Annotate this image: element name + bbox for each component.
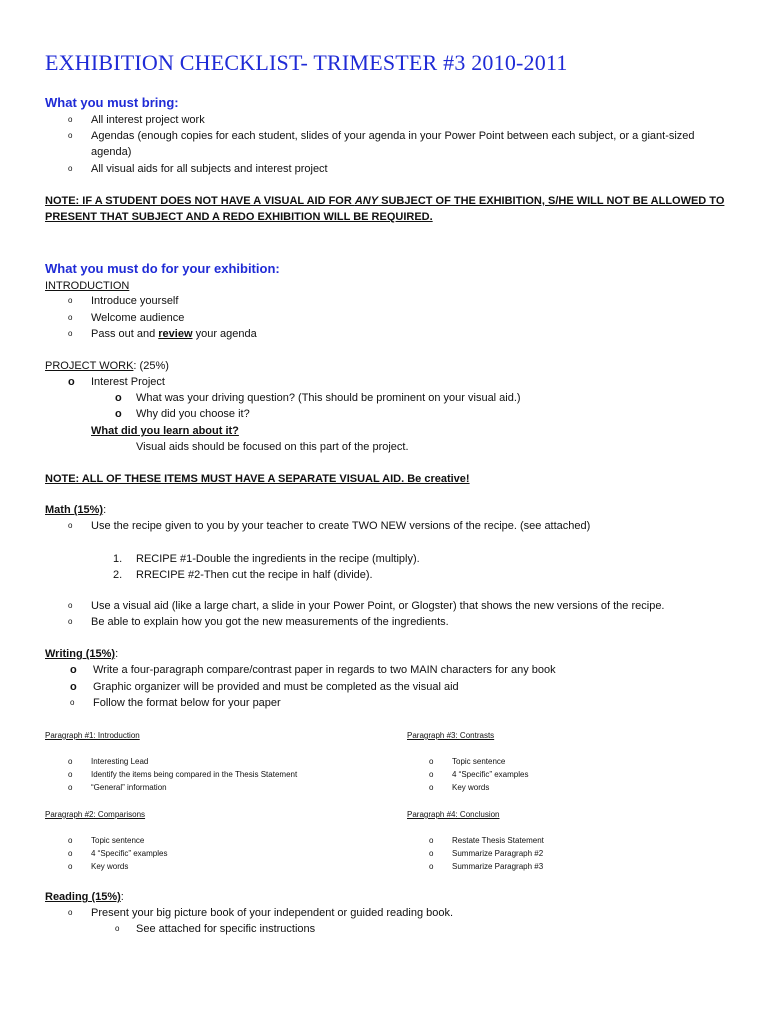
writing-item: Follow the format below for your paper [93,697,281,709]
bullet: o [68,376,75,388]
reading-heading: Reading (15%): [45,891,124,903]
note-separate-visual-aid: NOTE: ALL OF THESE ITEMS MUST HAVE A SEPARATE VISUAL AID. Be creative! [45,473,470,485]
math-item: Use a visual aid (like a large chart, a slide in your Power Point, or Glogster) that shows the new versions of the recipe. [91,600,665,612]
bullet: o [429,849,434,858]
paragraph-4-item: Summarize Paragraph #3 [452,862,544,871]
learn-note: Visual aids should be focused on this part of the project. [136,441,409,453]
do-heading: What you must do for your exhibition: [45,261,280,276]
bullet: o [429,862,434,871]
paragraph-1-item: Interesting Lead [91,757,149,766]
bullet: o [68,836,73,845]
intro-item: Pass out and review your agenda [91,328,257,340]
bullet: o [68,313,73,322]
bring-item: All interest project work [91,114,205,126]
bullet: o [70,698,75,707]
bring-item: Agendas (enough copies for each student, slides of your agenda in your Power Point between each subject, or a giant-sized [91,130,695,142]
intro-item: Introduce yourself [91,295,179,307]
bullet: o [68,849,73,858]
bullet: o [68,770,73,779]
bullet: o [115,408,122,420]
math-number: 2. [113,569,123,581]
bullet: o [115,392,122,404]
bullet: o [429,783,434,792]
reading-item: Present your big picture book of your independent or guided reading book. [91,907,454,919]
math-heading: Math (15%): [45,504,107,516]
paragraph-3-item: 4 “Specific” examples [452,770,529,779]
math-numbered-item: RECIPE #1-Double the ingredients in the recipe (multiply). [136,553,420,565]
paragraph-2-heading: Paragraph #2: Comparisons [45,810,146,819]
paragraph-4-item: Restate Thesis Statement [452,836,544,845]
bullet: o [68,617,73,626]
introduction-heading: INTRODUCTION [45,280,130,292]
project-subitem: What was your driving question? (This should be prominent on your visual aid.) [136,392,521,404]
bullet: o [68,296,73,305]
bullet: o [68,783,73,792]
writing-item: Write a four-paragraph compare/contrast paper in regards to two MAIN characters for any book [93,664,556,676]
bullet: o [429,836,434,845]
note-visual-aid-line1: NOTE: IF A STUDENT DOES NOT HAVE A VISUAL AID FOR ANY SUBJECT OF THE EXHIBITION, S/HE WILL NOT BE ALLOWED TO [45,195,725,207]
paragraph-3-heading: Paragraph #3: Contrasts [407,731,495,740]
bring-heading: What you must bring: [45,95,179,110]
learn-heading: What did you learn about it? [91,425,239,437]
math-numbered-item: RRECIPE #2-Then cut the recipe in half (divide). [136,569,373,581]
bullet: o [68,329,73,338]
writing-heading: Writing (15%): [45,648,119,660]
paragraph-3-item: Key words [452,783,490,792]
paragraph-2-item: Key words [91,862,129,871]
bullet: o [68,521,73,530]
writing-item: Graphic organizer will be provided and must be completed as the visual aid [93,681,459,693]
math-number: 1. [113,553,123,565]
bring-item-cont: agenda) [91,146,132,158]
paragraph-4-heading: Paragraph #4: Conclusion [407,810,500,819]
bullet: o [68,131,73,140]
bullet: o [68,757,73,766]
paragraph-2-item: 4 “Specific” examples [91,849,168,858]
bullet: o [70,664,77,676]
page-title: EXHIBITION CHECKLIST- TRIMESTER #3 2010-2011 [45,50,568,75]
math-item: Use the recipe given to you by your teacher to create TWO NEW versions of the recipe. (see attached) [91,520,591,532]
bullet: o [68,601,73,610]
paragraph-2-item: Topic sentence [91,836,145,845]
intro-item: Welcome audience [91,312,185,324]
bullet: o [68,908,73,917]
paragraph-1-item: “General” information [91,783,167,792]
paragraph-1-item: Identify the items being compared in the Thesis Statement [91,770,298,779]
project-item: Interest Project [91,376,165,388]
bullet: o [68,164,73,173]
project-subitem: Why did you choose it? [136,408,250,420]
project-work-heading: PROJECT WORK: (25%) [45,360,169,372]
bring-item: All visual aids for all subjects and interest project [91,163,328,175]
bullet: o [68,115,73,124]
paragraph-4-item: Summarize Paragraph #2 [452,849,544,858]
bullet: o [429,757,434,766]
note-visual-aid-line2: PRESENT THAT SUBJECT AND A REDO EXHIBITION WILL BE REQUIRED. [45,211,433,223]
bullet: o [115,924,120,933]
bullet: o [70,681,77,693]
reading-subitem: See attached for specific instructions [136,923,316,935]
math-item: Be able to explain how you got the new measurements of the ingredients. [91,616,449,628]
paragraph-3-item: Topic sentence [452,757,506,766]
bullet: o [429,770,434,779]
paragraph-1-heading: Paragraph #1: Introduction [45,731,140,740]
bullet: o [68,862,73,871]
